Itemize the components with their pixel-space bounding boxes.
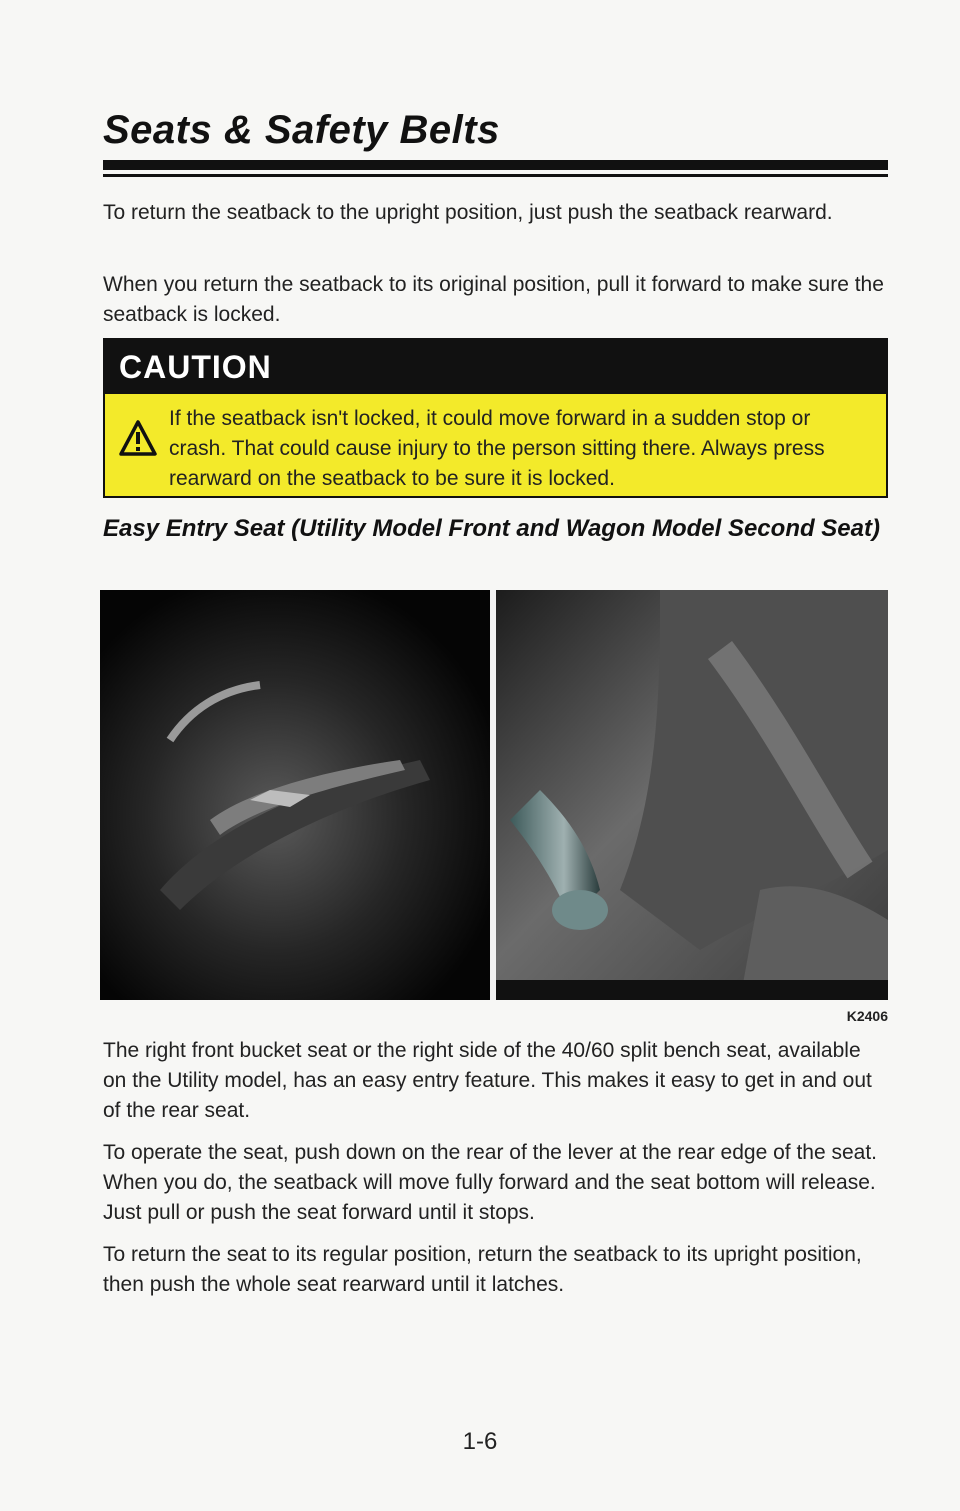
paragraph-check-locked: When you return the seatback to its original position, pull it forward to make sure the seatback is locked. <box>103 273 884 326</box>
paragraph-operate-seat: To operate the seat, push down on the rear of the lever at the rear edge of the seat. When you do, the seatback will move fully forward and the seat bottom will release. Just pull or push the seat forward until it stops. <box>103 1141 878 1224</box>
caution-box <box>103 338 888 498</box>
paragraph-easy-entry: The right front bucket seat or the right side of the 40/60 split bench seat, available on the Utility model, has an easy entry feature. This makes it easy to get in and out of the rear seat. <box>103 1039 872 1122</box>
section-heading: Easy Entry Seat (Utility Model Front and Wagon Model Second Seat) <box>103 515 880 542</box>
warning-triangle-icon <box>119 420 157 456</box>
paragraph-return-seat: To return the seat to its regular position, return the seatback to its upright position, then push the whole seat rearward until it latches. <box>103 1243 862 1296</box>
title-rule-thin <box>103 174 888 177</box>
caution-text: If the seatback isn't locked, it could move forward in a sudden stop or crash. That could cause injury to the person sitting there. Always press rearward on the seatback to be sure it is locked. <box>169 407 825 490</box>
photo-divider <box>490 590 496 1000</box>
page-number: 1-6 <box>462 1428 498 1455</box>
title-rule <box>103 160 888 170</box>
caution-heading: CAUTION <box>105 340 886 394</box>
page-title: Seats & Safety Belts <box>103 108 500 152</box>
paragraph-return-seatback: To return the seatback to the upright position, just push the seatback rearward. <box>103 201 833 224</box>
figure-label: K2406 <box>846 1008 888 1024</box>
seat-lever-photo <box>100 590 888 1000</box>
